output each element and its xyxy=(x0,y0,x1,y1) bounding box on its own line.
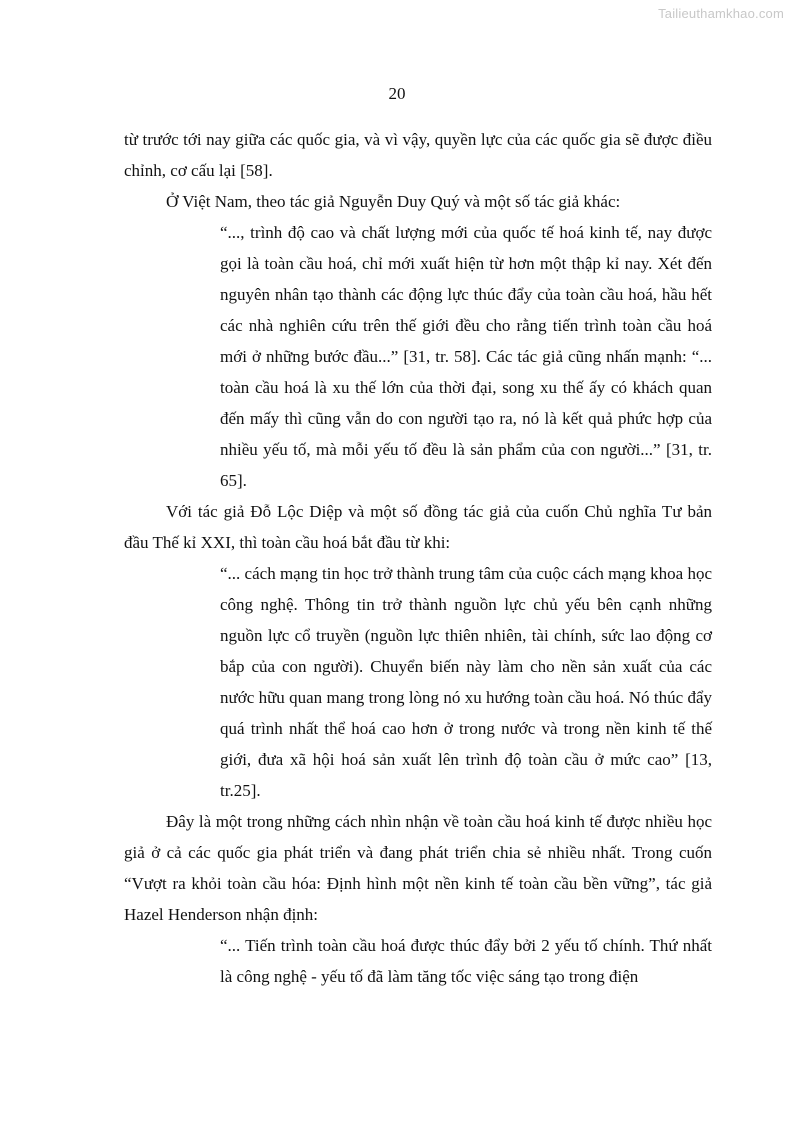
paragraph-continuation: từ trước tới nay giữa các quốc gia, và vì vậy, quyền lực của các quốc gia sẽ được điều chỉnh, cơ cấu lại [58]. xyxy=(124,130,712,180)
block-quote-do-loc-diep: “... cách mạng tin học trở thành trung tâm của cuộc cách mạng khoa học công nghệ. Thông tin trở thành nguồn lực chủ yếu bên cạnh những nguồn lực cổ truyền (nguồn lực thiên nhiên, tài chính, sức lao động cơ bắp của con người). Chuyển biến này làm cho nền sản xuất của các nước hữu quan mang trong lòng nó xu hướng toàn cầu hoá. Nó thúc đẩy quá trình nhất thể hoá cao hơn ở trong nước và trong nền kinh tế thế giới, đưa xã hội hoá sản xuất lên trình độ toàn cầu ở mức cao” [13, tr.25]. xyxy=(220,564,712,800)
block-quote-hazel-henderson: “... Tiến trình toàn cầu hoá được thúc đẩy bởi 2 yếu tố chính. Thứ nhất là công nghệ - yếu tố đã làm tăng tốc việc sáng tạo trong điện xyxy=(220,936,712,986)
paragraph-hazel-henderson: Đây là một trong những cách nhìn nhận về toàn cầu hoá kinh tế được nhiều học giả ở cả các quốc gia phát triển và đang phát triển chia sẻ nhiều nhất. Trong cuốn “Vượt ra khỏi toàn cầu hóa: Định hình một nền kinh tế toàn cầu bền vững”, tác giả Hazel Henderson nhận định: xyxy=(124,812,712,924)
paragraph-intro-nguyen-duy-quy: Ở Việt Nam, theo tác giả Nguyễn Duy Quý và một số tác giả khác: xyxy=(166,192,621,211)
watermark-text: Tailieuthamkhao.com xyxy=(658,6,784,21)
document-body xyxy=(124,124,712,992)
block-quote-nguyen-duy-quy: “..., trình độ cao và chất lượng mới của quốc tế hoá kinh tế, nay được gọi là toàn cầu hoá, chỉ mới xuất hiện từ hơn một thập kỉ nay. Xét đến nguyên nhân tạo thành các động lực thúc đẩy của toàn cầu hoá, hầu hết các nhà nghiên cứu trên thế giới đều cho rằng tiến trình toàn cầu hoá mới ở những bước đầu...” [31, tr. 58]. Các tác giả cũng nhấn mạnh: “... toàn cầu hoá là xu thế lớn của thời đại, song xu thế ấy có khách quan đến mấy thì cũng vẫn do con người tạo ra, nó là kết quả phức hợp của nhiều yếu tố, mà mỗi yếu tố đều là sản phẩm của con người...” [31, tr. 65]. xyxy=(220,223,712,490)
paragraph-intro-do-loc-diep: Với tác giả Đỗ Lộc Diệp và một số đồng tác giả của cuốn Chủ nghĩa Tư bản đầu Thế kỉ XXI, thì toàn cầu hoá bắt đầu từ khi: xyxy=(124,502,712,552)
page-number: 20 xyxy=(388,84,406,103)
